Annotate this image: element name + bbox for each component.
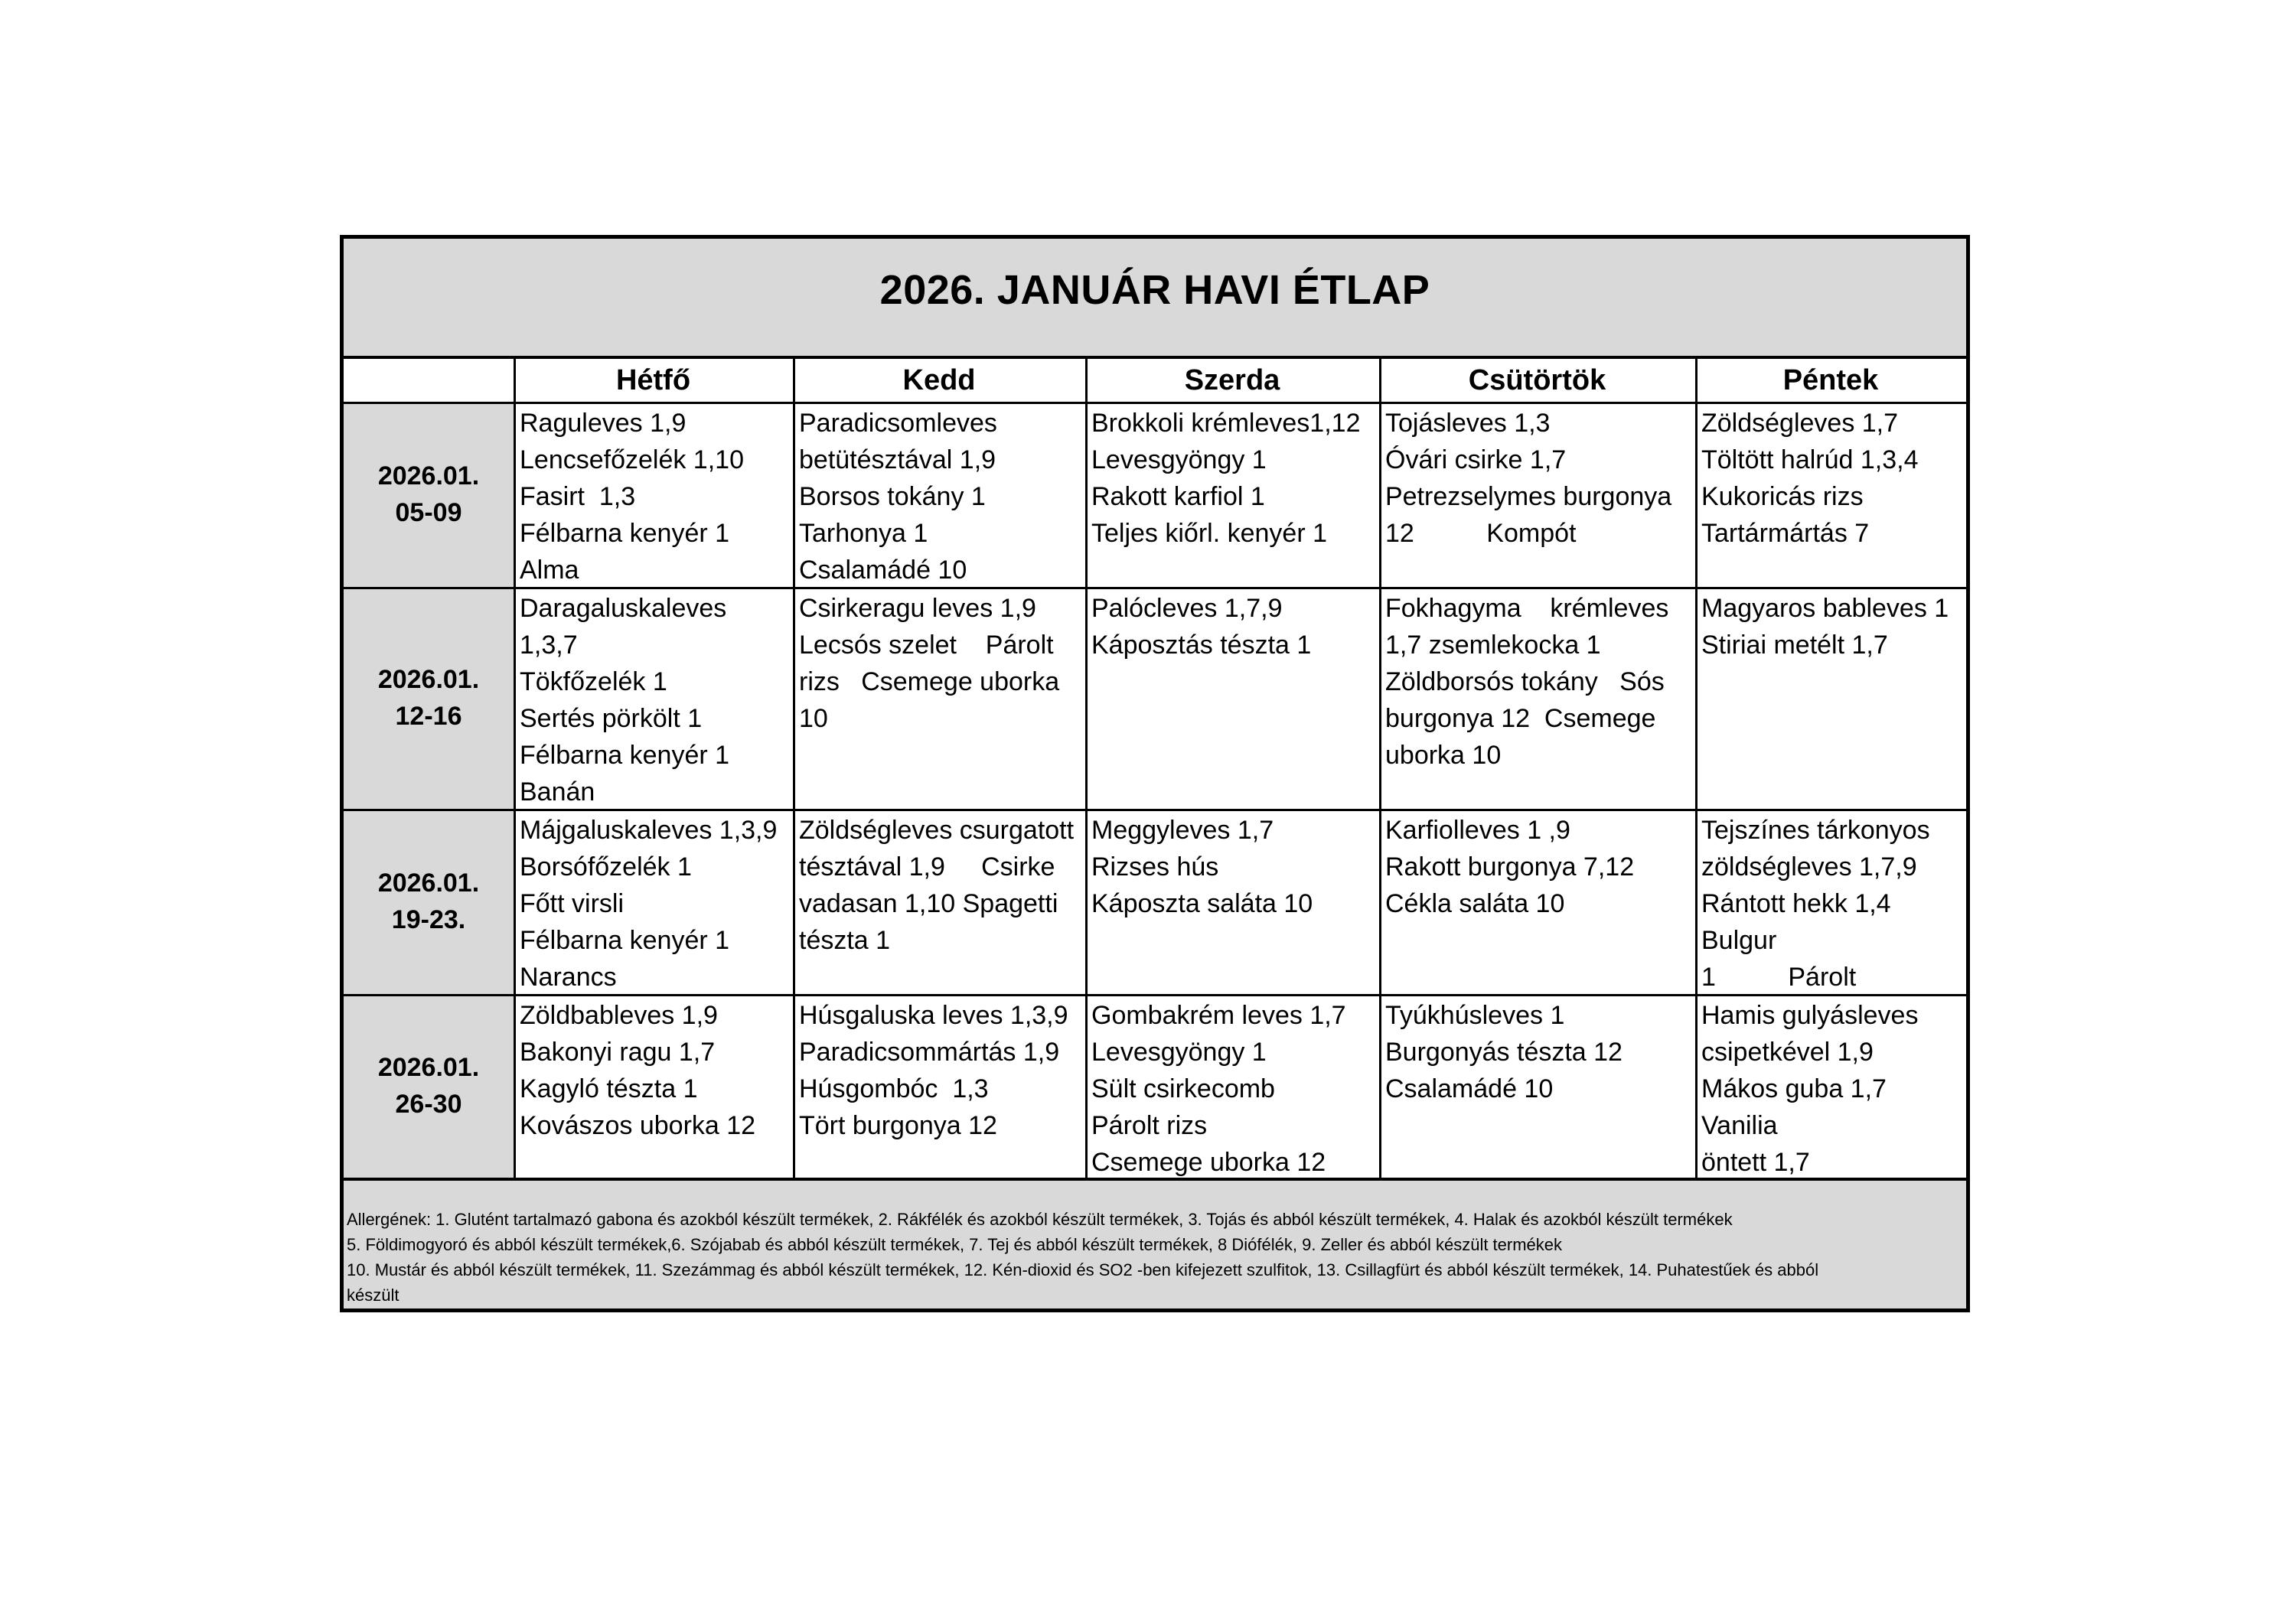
menu-cell-friday: Magyaros bableves 1 Stiriai metélt 1,7 [1701,594,1949,660]
allergen-line: Allergének: 1. Glutént tartalmazó gabona és azokból készült termékek, 2. Rákfélék és azokból készült termékek, 3. Tojás és abból készült termékek, 4. Halak és azokból készült termékek [347,1210,1733,1229]
menu-cell-thursday: Tyúkhúsleves 1 Burgonyás tészta 12 Csalamádé 10 [1385,1001,1623,1103]
menu-cell-monday: Daragaluskaleves 1,3,7 Tökfőzelék 1 Sertés pörkölt 1 Félbarna kenyér 1 Banán [520,594,730,807]
week-date-line1: 2026.01. [377,665,480,694]
menu-cell-monday: Zöldbableves 1,9 Bakonyi ragu 1,7 Kagyló tészta 1 Kovászos uborka 12 [520,1001,756,1140]
week-label [344,587,514,809]
menu-cell-tuesday: Csirkeragu leves 1,9 Lecsós szelet Párolt rizs Csemege uborka 10 [799,594,1060,733]
grid-line [1379,359,1381,1178]
menu-cell-thursday: Fokhagyma krémleves 1,7 zsemlekocka 1 Zöldborsós tokány Sós burgonya 12 Csemege uborka 10 [1385,594,1669,770]
week-date-line1: 2026.01. [377,461,480,490]
grid-line [344,402,1966,404]
menu-cell-wednesday: Gombakrém leves 1,7 Levesgyöngy 1 Sült csirkecomb Párolt rizs Csemege uborka 12 [1091,1001,1346,1177]
week-date-line2: 19-23. [391,905,466,934]
week-date-line2: 05-09 [395,498,462,527]
week-label [344,809,514,994]
grid-line [344,587,1966,589]
week-label [344,402,514,587]
grid-line [344,809,1966,811]
day-header-tuesday: Kedd [902,363,976,396]
menu-cell-friday: Tejszínes tárkonyos zöldségleves 1,7,9 Rántott hekk 1,4 Bulgur 1 Párolt [1701,816,1930,992]
week-date-line1: 2026.01. [377,869,480,898]
grid-line [1695,359,1698,1178]
menu-cell-wednesday: Palócleves 1,7,9 Káposztás tészta 1 [1091,594,1312,660]
day-header-monday: Hétfő [615,363,691,396]
menu-cell-monday: Májgaluskaleves 1,3,9 Borsófőzelék 1 Főtt virsli Félbarna kenyér 1 Narancs [520,816,778,992]
week-date-line1: 2026.01. [377,1053,480,1082]
week-label [344,994,514,1178]
grid-line [344,994,1966,996]
menu-cell-wednesday: Meggyleves 1,7 Rizses hús Káposzta saláta 10 [1091,816,1313,918]
menu-table [340,235,1970,1312]
grid-line [793,359,795,1178]
menu-title: 2026. JANUÁR HAVI ÉTLAP [879,266,1430,313]
menu-cell-thursday: Karfiolleves 1 ,9 Rakott burgonya 7,12 Cékla saláta 10 [1385,816,1635,918]
title-band [344,239,1966,359]
menu-cell-monday: Raguleves 1,9 Lencsefőzelék 1,10 Fasirt 1,3 Félbarna kenyér 1 Alma [520,409,744,585]
menu-cell-friday: Zöldségleves 1,7 Töltött halrúd 1,3,4 Kukoricás rizs Tartármártás 7 [1701,409,1919,548]
week-date-line2: 12-16 [395,702,462,731]
allergen-footer [344,1178,1966,1309]
menu-cell-tuesday: Zöldségleves csurgatott tésztával 1,9 Csirke vadasan 1,10 Spagetti tészta 1 [799,816,1075,955]
allergen-line: 5. Földimogyoró és abból készült termékek,6. Szójabab és abból készült termékek, 7. Tej és abból készült termékek, 8 Diófélék, 9. Zeller és abból készült termékek [347,1235,1563,1254]
day-header-thursday: Csütörtök [1468,363,1606,396]
menu-cell-tuesday: Paradicsomleves betütésztával 1,9 Borsos tokány 1 Tarhonya 1 Csalamádé 10 [799,409,997,585]
menu-cell-wednesday: Brokkoli krémleves1,12 Levesgyöngy 1 Rakott karfiol 1 Teljes kiőrl. kenyér 1 [1091,409,1361,548]
menu-cell-tuesday: Húsgaluska leves 1,3,9 Paradicsommártás 1,9 Húsgombóc 1,3 Tört burgonya 12 [799,1001,1068,1140]
week-date-line2: 26-30 [395,1090,462,1119]
grid-line [514,359,516,1178]
menu-cell-friday: Hamis gulyásleves csipetkével 1,9 Mákos guba 1,7 Vanilia öntett 1,7 [1701,1001,1919,1177]
allergen-line: készült [347,1286,400,1305]
allergen-line: 10. Mustár és abból készült termékek, 11. Szezámmag és abból készült termékek, 12. Kén-dioxid és SO2 -ben kifejezett szulfitok, 13. Csillagfürt és abból készült termékek, 14. Puhatestűek és abból [347,1260,1819,1279]
menu-grid [344,359,1966,1178]
menu-cell-thursday: Tojásleves 1,3 Óvári csirke 1,7 Petrezselymes burgonya 12 Kompót [1385,409,1672,548]
day-header-friday: Péntek [1782,363,1879,396]
day-header-wednesday: Szerda [1184,363,1280,396]
grid-line [1085,359,1088,1178]
